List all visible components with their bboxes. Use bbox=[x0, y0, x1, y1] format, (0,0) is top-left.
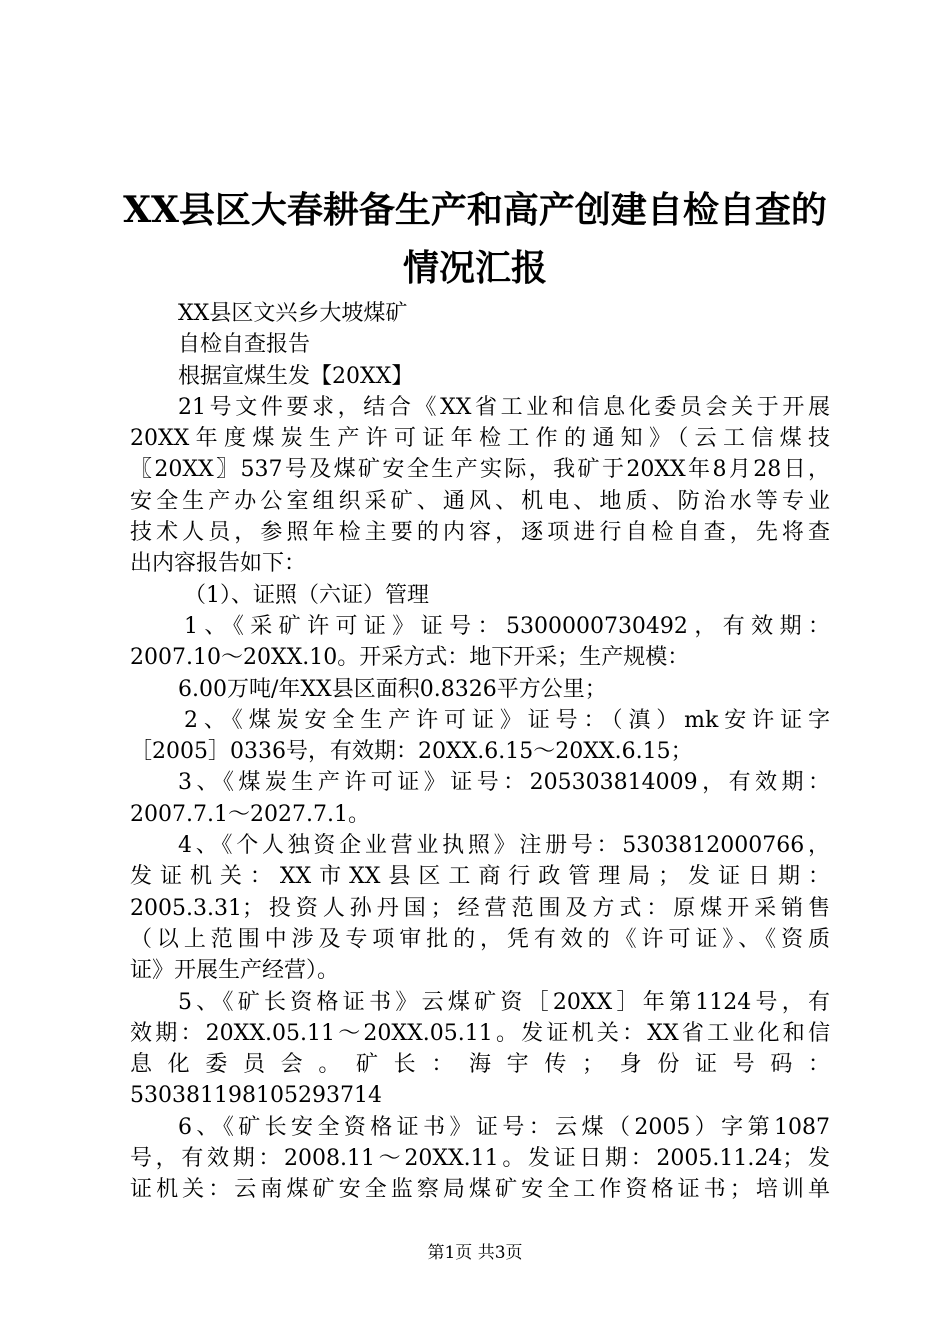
body-line: 6.00万吨/年XX县区面积0.8326平方公里； bbox=[178, 676, 607, 702]
body-line: 5、《矿长资格证书》云煤矿资［20XX］年第1124号，有 bbox=[178, 989, 830, 1015]
body-line: 2、《煤炭安全生产许可证》证号：（滇）mk安许证字 bbox=[184, 707, 830, 733]
document-body bbox=[130, 298, 830, 1206]
body-line: 4、《个人独资企业营业执照》注册号：5303812000766， bbox=[178, 833, 830, 859]
body-line: 技术人员，参照年检主要的内容，逐项进行自检自查，先将查 bbox=[130, 520, 830, 546]
body-line: 证》开展生产经营）。 bbox=[130, 958, 340, 984]
body-line: 〖20XX〗537号及煤矿安全生产实际，我矿于20XX年8月28日， bbox=[130, 457, 830, 483]
body-line: 效期：20XX.05.11～20XX.05.11。发证机关：XX省工业化和信 bbox=[130, 1020, 830, 1046]
body-line: 20XX年度煤炭生产许可证年检工作的通知》（云工信煤技 bbox=[130, 426, 830, 452]
body-line: 号，有效期：2008.11～20XX.11。发证日期：2005.11.24；发 bbox=[130, 1146, 830, 1172]
body-line: 发证机关：XX市XX县区工商行政管理局；发证日期： bbox=[130, 864, 830, 890]
body-line: 根据宣煤生发【20XX】 bbox=[178, 363, 414, 389]
body-line: 3、《煤炭生产许可证》证号：205303814009，有效期： bbox=[178, 770, 830, 796]
body-line: 2007.7.1～2027.7.1。 bbox=[130, 801, 370, 827]
body-line: XX县区文兴乡大坡煤矿 bbox=[178, 301, 408, 326]
body-line: 2007.10～20XX.10。开采方式：地下开采；生产规模： bbox=[130, 645, 690, 671]
body-line: 息化委员会。矿长：海宇传；身份证号码： bbox=[130, 1052, 830, 1078]
body-line: 1、《采矿许可证》证号：5300000730492，有效期： bbox=[184, 613, 830, 639]
body-line: 出内容报告如下： bbox=[130, 551, 307, 577]
body-line: 证机关：云南煤矿安全监察局煤矿安全工作资格证书；培训单 bbox=[130, 1177, 830, 1203]
body-line: 2005.3.31；投资人孙丹国；经营范围及方式：原煤开采销售 bbox=[130, 895, 830, 921]
page-footer: 第1页 共3页 bbox=[427, 1243, 523, 1263]
body-line: （以上范围中涉及专项审批的，凭有效的《许可证》、《资质 bbox=[130, 926, 830, 952]
document-title-line-1: XX县区大春耕备生产和高产创建自检自查的 bbox=[123, 189, 827, 231]
body-line: 530381198105293714 bbox=[130, 1083, 382, 1109]
document-title-line-2: 情况汇报 bbox=[402, 247, 547, 289]
body-line: ［2005］0336号，有效期：20XX.6.15～20XX.6.15； bbox=[130, 739, 693, 765]
section-heading: （1）、证照（六证）管理 bbox=[184, 582, 429, 608]
body-line: 自检自查报告 bbox=[178, 332, 311, 358]
body-line: 21号文件要求，结合《XX省工业和信息化委员会关于开展 bbox=[178, 394, 830, 420]
body-line: 6、《矿长安全资格证书》证号：云煤（2005）字第1087 bbox=[178, 1114, 830, 1140]
body-line: 安全生产办公室组织采矿、通风、机电、地质、防治水等专业 bbox=[130, 488, 830, 514]
